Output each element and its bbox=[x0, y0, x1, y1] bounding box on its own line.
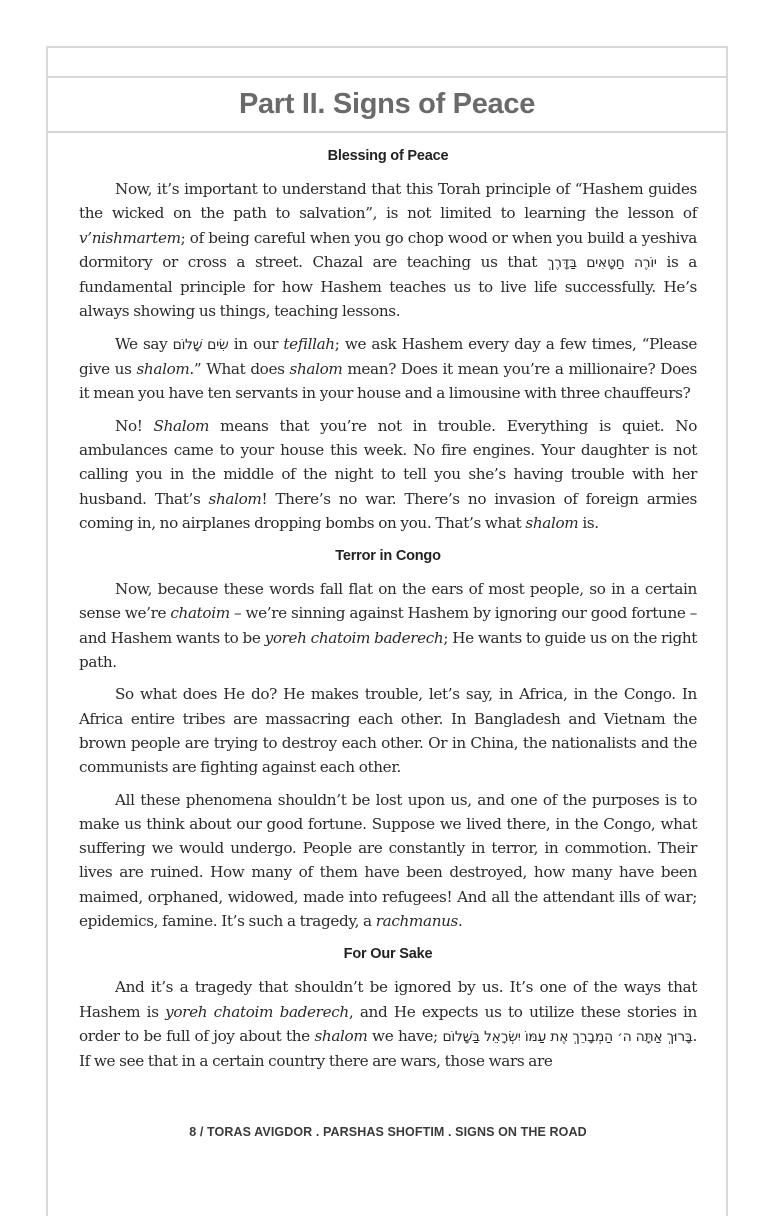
page-content bbox=[79, 143, 697, 1082]
text: No! bbox=[115, 416, 154, 435]
paragraph: So what does He do? He makes trouble, let’s say, in Africa, in the Congo. In Africa entire tribes are massacring each other. In Bangladesh and Vietnam the brown people are trying to destroy each other. Or in China, the nationalists and the communists are fighting against each other. bbox=[79, 685, 697, 777]
section-heading-blessing-of-peace: Blessing of Peace bbox=[327, 148, 449, 164]
text: ; of being careful when you go chop wood or when you build a yeshiva dormitory or cross a street. Chazal are teaching us that bbox=[79, 228, 697, 271]
part-title: Part II. Signs of Peace bbox=[238, 88, 536, 120]
text: . If we see that in a certain country there are wars, those wars are bbox=[79, 1026, 698, 1071]
title-band bbox=[48, 78, 726, 133]
paragraph bbox=[79, 414, 697, 535]
text: is a fundamental principle for how Hashem teaches us to live life successfully. He’s always showing us things, teaching lessons. bbox=[79, 252, 697, 321]
text: we have; bbox=[367, 1026, 443, 1045]
italic-term: tefillah bbox=[283, 334, 335, 353]
paragraph bbox=[79, 975, 697, 1073]
text: Now, it’s important to understand that this Torah principle of “Hashem guides the wicked on the path to salvation”, is not limited to learning the lesson of bbox=[79, 180, 697, 223]
hebrew-text: שִׂים שָׁלוֹם bbox=[172, 336, 229, 353]
paragraph bbox=[79, 177, 697, 324]
italic-term: shalom bbox=[289, 360, 343, 379]
section-heading-for-our-sake: For Our Sake bbox=[343, 946, 433, 963]
text: .” What does bbox=[189, 360, 290, 379]
text: ; we ask Hashem every day a few times, “Please give us bbox=[79, 334, 697, 379]
text: is. bbox=[578, 513, 599, 532]
italic-term: chatoim bbox=[170, 604, 230, 623]
text: – we’re sinning against Hashem by ignoring our good fortune – and Hashem wants to be bbox=[79, 604, 697, 647]
hebrew-text: יוֹרֶה חַטָּאִים בַּדָּרֶךְ bbox=[546, 254, 657, 271]
page-footer: 8 / TORAS AVIGDOR . PARSHAS SHOFTIM . SIGNS ON THE ROAD bbox=[189, 1125, 587, 1139]
text: mean? Does it mean you’re a millionaire? Does it mean you have ten servants in your house and a limousine with three chauffeurs? bbox=[79, 360, 697, 403]
text: And it’s a tragedy that shouldn’t be ignored by us. It’s one of the ways that Hashem is bbox=[79, 978, 697, 1021]
text: ; He wants to guide us on the right path. bbox=[79, 628, 698, 672]
italic-term: shalom bbox=[136, 360, 190, 379]
italic-term: Shalom bbox=[153, 416, 210, 435]
italic-term: yoreh chatoim baderech bbox=[165, 1002, 349, 1021]
hebrew-text: בָּרוּךְ אַתָּה ה׳ הַמְבָרֵךְ אֶת עַמּוֹ יִשְׂרָאֵל בַּשָּׁלוֹם bbox=[442, 1028, 693, 1045]
italic-term: shalom bbox=[314, 1026, 368, 1045]
text: ! There’s no war. There’s no invasion of foreign armies coming in, no airplanes dropping bombs on you. That’s what bbox=[79, 489, 697, 532]
italic-term: yoreh chatoim baderech bbox=[264, 628, 444, 647]
italic-term: shalom bbox=[208, 489, 262, 508]
italic-term: v’nishmartem bbox=[79, 228, 181, 247]
paragraph bbox=[79, 577, 697, 674]
italic-term: shalom bbox=[525, 513, 579, 532]
text: in our bbox=[228, 334, 284, 353]
italic-term: rachmanus bbox=[375, 912, 458, 931]
paragraph bbox=[79, 788, 697, 934]
text: , and He expects us to utilize these stories in order to be full of joy about the bbox=[79, 1002, 697, 1045]
paragraph bbox=[79, 332, 697, 406]
section-heading-terror-in-congo: Terror in Congo bbox=[335, 548, 441, 565]
text: . bbox=[458, 912, 463, 931]
text: All these phenomena shouldn’t be lost upon us, and one of the purposes is to make us think about our good fortune. Suppose we lived there, in the Congo, what suffering we would undergo. People are constantly in terror, in commotion. Their lives are ruined. How many of them have been destroyed, how many have been maimed, orphaned, widowed, made into refugees! And all the attendant ills of war; epidemics, famine. It’s such a tragedy, a bbox=[79, 790, 697, 931]
text: We say bbox=[115, 334, 173, 353]
text: Now, because these words fall flat on the ears of most people, so in a certain sense we’re bbox=[79, 580, 697, 623]
text: means that you’re not in trouble. Everything is quiet. No ambulances came to your house this week. No fire engines. Your daughter is not calling you in the middle of the night to tell you she’s having trouble with her husband. That’s bbox=[79, 416, 697, 508]
